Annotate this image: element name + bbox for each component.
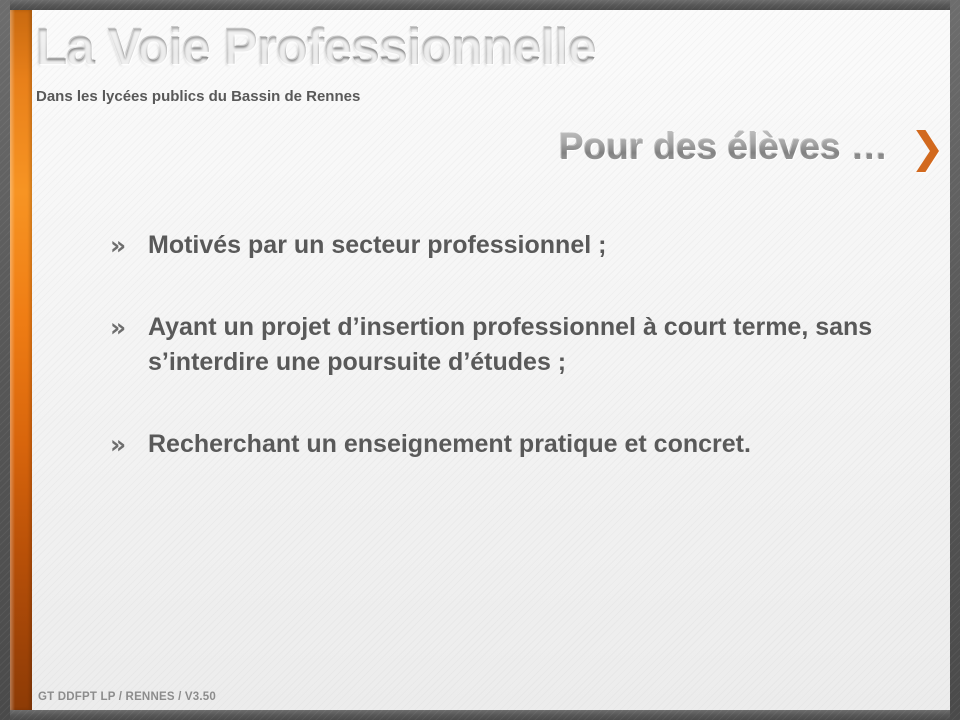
list-item [110,427,920,463]
slide-frame-right [950,0,960,720]
list-item [110,228,920,264]
bullet-marker-icon: » [110,231,127,260]
bullet-marker-icon: » [110,429,127,459]
list-item [110,310,920,381]
section-title: Pour des élèves … [558,126,888,167]
slide-frame-bottom [0,710,960,720]
slide-footer: GT DDFPT LP / RENNES / V3.50 [38,691,216,703]
page-title: La Voie Professionnelle [36,18,597,75]
slide-frame-top [0,0,960,10]
chevron-right-icon: ❯ [909,123,945,172]
bullet-marker-icon: » [110,312,127,342]
slide-frame-left [0,0,10,720]
list-item-label: Recherchant un enseignement pratique et concret. [148,429,751,458]
page-subtitle: Dans les lycées publics du Bassin de Rennes [36,88,361,105]
orange-accent-bar [10,10,32,710]
accent-bar-highlight [10,10,15,710]
list-item-label: Ayant un projet d’insertion professionnel à court terme, sans s’interdire une poursuite d’études ; [148,312,873,376]
bullet-list [110,228,920,508]
list-item-label: Motivés par un secteur professionnel ; [148,231,607,259]
